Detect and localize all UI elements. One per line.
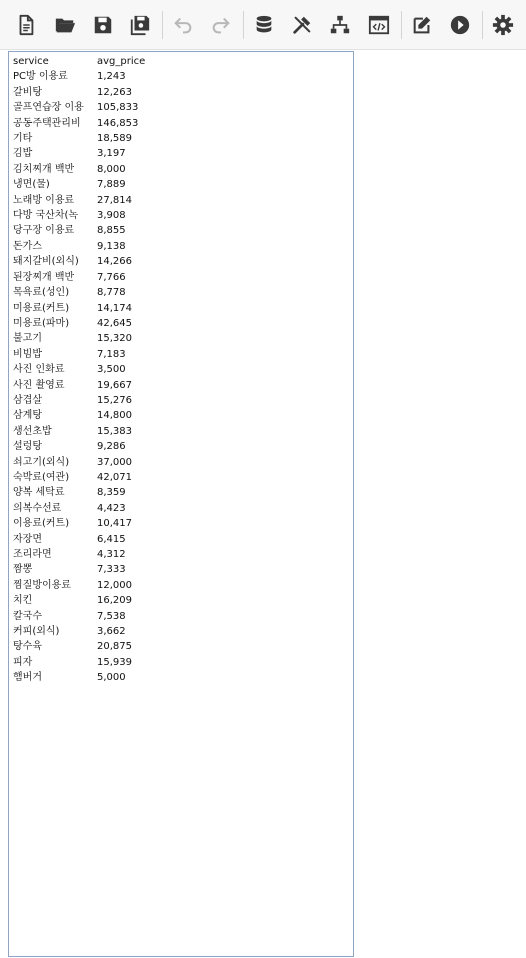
cell-avg-price: 12,263: [97, 86, 132, 98]
cell-avg-price: 16,209: [97, 595, 132, 607]
table-row: [13, 455, 177, 470]
table-row: [13, 562, 177, 577]
cell-service: PC방 이용료: [13, 71, 68, 83]
cell-service: 햄버거: [13, 672, 42, 684]
cell-avg-price: 14,174: [97, 302, 132, 314]
cell-avg-price: 12,000: [97, 579, 132, 591]
cell-avg-price: 9,138: [97, 240, 126, 252]
cell-service: 양복 세탁료: [13, 487, 65, 499]
cell-avg-price: 4,312: [97, 549, 126, 560]
table-row: [13, 609, 177, 624]
table-row: [13, 116, 177, 131]
cell-service: 노래방 이용료: [13, 194, 75, 206]
table-row: [13, 85, 177, 100]
cell-avg-price: 15,939: [97, 656, 132, 668]
save-all-icon[interactable]: [127, 12, 153, 38]
cell-service: 이용료(커트): [13, 518, 70, 530]
cell-service: 삼겹살: [13, 394, 42, 406]
cell-avg-price: 15,276: [97, 394, 132, 406]
cell-avg-price: 42,645: [97, 317, 132, 329]
cell-service: 치킨: [13, 595, 33, 607]
cell-service: 사진 촬영료: [13, 379, 65, 391]
cell-service: 다방 국산차(녹: [13, 210, 79, 222]
cell-avg-price: 7,889: [97, 179, 126, 191]
table-row: [13, 655, 177, 670]
new-file-icon[interactable]: [13, 12, 39, 38]
code-window-icon[interactable]: [366, 12, 392, 38]
cell-avg-price: 14,266: [97, 256, 132, 268]
table-row: [13, 516, 177, 531]
cell-avg-price: 146,853: [97, 117, 139, 129]
cell-service: 칼국수: [13, 610, 42, 622]
table-row: [13, 223, 177, 238]
cell-avg-price: 15,320: [97, 333, 132, 345]
table-row: [13, 131, 177, 146]
cell-avg-price: 8,855: [97, 225, 126, 237]
cell-avg-price: 3,197: [97, 148, 126, 160]
table-row: [13, 362, 177, 377]
cell-avg-price: 6,415: [97, 533, 126, 545]
cell-avg-price: 3,908: [97, 210, 126, 222]
cell-service: 의복수선료: [13, 502, 62, 514]
toolbar-separator: [482, 11, 483, 39]
cell-avg-price: 42,071: [97, 471, 132, 483]
cell-service: 목욕료(성인): [13, 287, 70, 299]
cell-service: 냉면(물): [13, 179, 50, 191]
table-header-row: [13, 54, 177, 69]
table-row: [13, 208, 177, 223]
table-row: [13, 639, 177, 654]
cell-service: 숙박료(여관): [13, 471, 70, 483]
cell-service: 비빔밥: [13, 348, 42, 360]
table-row: [13, 378, 177, 393]
cell-avg-price: 7,538: [97, 610, 126, 622]
cell-service: 찜질방이용료: [13, 579, 71, 591]
cell-service: 돼지갈비(외식): [13, 256, 79, 268]
cell-avg-price: 8,000: [97, 163, 126, 175]
cell-service: 돈가스: [13, 240, 42, 252]
cell-avg-price: 10,417: [97, 518, 132, 530]
table-row: [13, 439, 177, 454]
cell-avg-price: 27,814: [97, 194, 132, 206]
cell-avg-price: 7,333: [97, 564, 126, 576]
cell-service: 쇠고기(외식): [13, 456, 70, 468]
cell-service: 당구장 이용료: [13, 225, 75, 237]
cell-service: 자장면: [13, 533, 42, 545]
column-header-service: service: [13, 56, 49, 67]
table-row: [13, 470, 177, 485]
cell-service: 탕수육: [13, 641, 42, 653]
table-row: [13, 547, 177, 562]
table-row: [13, 578, 177, 593]
toolbar-separator: [401, 11, 402, 39]
cell-service: 미용료(커트): [13, 302, 70, 314]
cell-service: 된장찌개 백반: [13, 271, 75, 283]
cell-service: 삼계탕: [13, 410, 42, 422]
tools-icon[interactable]: [289, 12, 315, 38]
toolbar-separator: [243, 11, 244, 39]
cell-service: 커피(외식): [13, 626, 60, 638]
table-row: [13, 301, 177, 316]
cell-avg-price: 5,000: [97, 672, 126, 684]
table-row: [13, 532, 177, 547]
table-row: [13, 100, 177, 115]
save-icon[interactable]: [90, 12, 116, 38]
open-folder-icon[interactable]: [52, 12, 78, 38]
table-row: [13, 347, 177, 362]
cell-service: 미용료(파마): [13, 317, 70, 329]
cell-service: 갈비탕: [13, 86, 42, 98]
table-row: [13, 193, 177, 208]
table-row: [13, 69, 177, 84]
cell-avg-price: 4,423: [97, 502, 126, 514]
table-row: [13, 670, 177, 685]
cell-avg-price: 20,875: [97, 641, 132, 653]
table-row: [13, 485, 177, 500]
undo-icon[interactable]: [170, 12, 196, 38]
cell-avg-price: 8,778: [97, 287, 126, 299]
cell-avg-price: 105,833: [97, 102, 139, 114]
edit-icon[interactable]: [409, 12, 435, 38]
cell-avg-price: 37,000: [97, 456, 132, 468]
cell-service: 기타: [13, 133, 33, 145]
table-row: [13, 424, 177, 439]
schema-icon[interactable]: [327, 12, 353, 38]
database-icon[interactable]: [251, 12, 277, 38]
cell-avg-price: 18,589: [97, 133, 132, 145]
cell-avg-price: 7,766: [97, 271, 126, 283]
table-row: [13, 331, 177, 346]
table-row: [13, 393, 177, 408]
run-icon[interactable]: [447, 12, 473, 38]
cell-service: 사진 인화료: [13, 364, 65, 376]
toolbar: [0, 0, 526, 50]
cell-service: 짬뽕: [13, 564, 33, 576]
table-row: [13, 316, 177, 331]
cell-avg-price: 8,359: [97, 487, 126, 499]
table-row: [13, 285, 177, 300]
cell-avg-price: 3,662: [97, 626, 126, 638]
table-row: [13, 270, 177, 285]
toolbar-separator: [162, 11, 163, 39]
table-row: [13, 177, 177, 192]
cell-service: 김밥: [13, 148, 33, 160]
table-row: [13, 593, 177, 608]
cell-avg-price: 1,243: [97, 71, 126, 83]
table-row: [13, 162, 177, 177]
table-row: [13, 408, 177, 423]
cell-service: 피자: [13, 656, 33, 668]
cell-service: 설렁탕: [13, 441, 42, 453]
cell-service: 조리라면: [13, 549, 52, 560]
table-row: [13, 146, 177, 161]
cell-avg-price: 19,667: [97, 379, 132, 391]
settings-gear-icon[interactable]: [490, 12, 516, 38]
cell-service: 불고기: [13, 333, 42, 345]
table-row: [13, 254, 177, 269]
table-row: [13, 239, 177, 254]
cell-avg-price: 9,286: [97, 441, 126, 453]
cell-service: 생선초밥: [13, 425, 52, 437]
results-table: [13, 54, 177, 686]
cell-avg-price: 7,183: [97, 348, 126, 360]
cell-service: 골프연습장 이용: [13, 102, 84, 114]
redo-icon[interactable]: [208, 12, 234, 38]
cell-service: 공동주택관리비: [13, 117, 81, 129]
cell-avg-price: 3,500: [97, 364, 126, 376]
cell-avg-price: 14,800: [97, 410, 132, 422]
cell-service: 김치찌개 백반: [13, 163, 75, 175]
column-header-avg-price: avg_price: [97, 56, 146, 67]
cell-avg-price: 15,383: [97, 425, 132, 437]
table-row: [13, 501, 177, 516]
query-results-panel: [8, 51, 354, 957]
table-row: [13, 624, 177, 639]
